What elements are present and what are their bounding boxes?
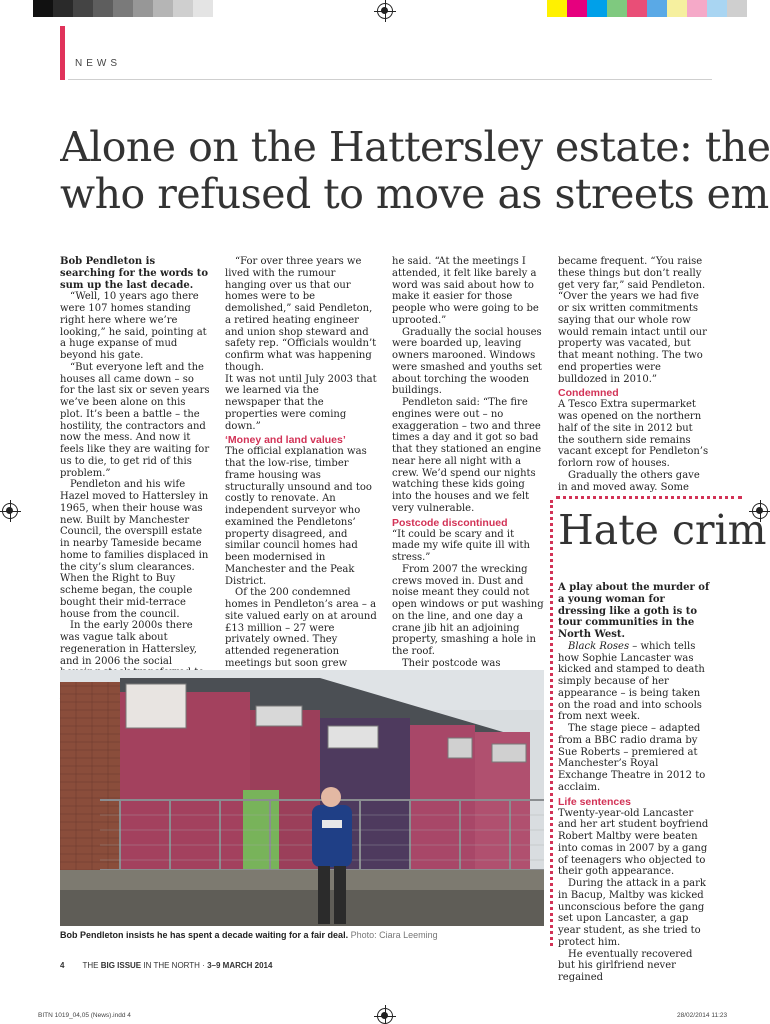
headline-line-2: who refused to move as streets em [60, 170, 769, 218]
article-paragraph: he said. “At the meetings I attended, it felt like barely a word was said about how to make it easier for those people who were going to be uprooted.” [392, 256, 539, 326]
article-paragraph: Gradually the social houses were boarded up, leaving owners marooned. Windows were smashed and youths set about torching the wooden buildings. [392, 326, 542, 397]
registration-mark-bottom [377, 1008, 393, 1024]
footer-dates: 3–9 MARCH 2014 [207, 961, 273, 970]
article-paragraph: A Tesco Extra supermarket was opened on the northern half of the site in 2012 but the southern side remains vacant except for Pendleton’s forlorn row of houses. [558, 399, 709, 469]
print-slug-left: BITN 1019_04,05 (News).indd 4 [38, 1012, 131, 1019]
print-grayscale-bar [33, 0, 213, 17]
headline [60, 124, 770, 224]
footer-brand: BIG ISSUE [100, 961, 142, 970]
article-column-1 [60, 256, 210, 703]
article-photo [60, 670, 544, 926]
article-paragraph: “It could be scary and it made my wife quite ill with stress.” [392, 528, 530, 563]
sidebar-paragraph: The stage piece – adapted from a BBC radio drama by Sue Roberts – premiered at Manchester’s Royal Exchange Theatre in 2012 to acclaim. [558, 723, 706, 793]
article-paragraph: It was not until July 2003 that we learned via the newspaper that the properties were coming down.” [225, 373, 377, 432]
article-column-4 [558, 256, 710, 493]
article-paragraph: Of the 200 condemned homes in Pendleton’s area – a site valued early on at around £13 million – 27 were privately owned. They attended regeneration meetings but soon grew [225, 587, 377, 669]
section-label: NEWS [75, 58, 121, 69]
article-paragraph: became frequent. “You raise these things but don’t really get very far,” said Pendleton. “Over the years we had five or six written commitments saying that our whole row would remain intact until our property was vacated, but that meant nothing. The two end properties were bulldozed in 2010.” [558, 256, 707, 385]
registration-mark-top [377, 3, 393, 19]
article-paragraph: “For over three years we lived with the rumour hanging over us that our homes were to be demolished,” said Pendleton, a retired heating engineer and union shop steward and safety rep. “Officials wouldn’t confirm what was happening though. [225, 256, 377, 373]
print-slug-right: 28/02/2014 11:23 [677, 1012, 728, 1019]
article-paragraph: From 2007 the wrecking crews moved in. Dust and noise meant they could not open windows or put washing on the line, and one day a crane jib hit an adjoining property, smashing a hole in the roof. [392, 563, 544, 657]
sidebar-paragraph: Twenty-year-old Lancaster and her art student boyfriend Robert Maltby were beaten into comas in 2007 by a gang of teenagers who objected to their goth appearance. [558, 807, 709, 878]
article-paragraph: The official explanation was that the low-rise, timber frame housing was structurally unsound and too costly to renovate. An independent surveyor who examined the Pendletons’ property disagreed, and similar council homes had been modernised in Manchester and the Peak District. [225, 446, 372, 587]
article-paragraph: Pendleton said: “The fire engines were out – no exaggeration – two and three times a day and it got so bad that they stationed an engine near here all night with a crew. We’d spend our nights watching these kids going into the houses and we felt very vulnerable. [392, 397, 542, 514]
article-paragraph: In the early 2000s there was vague talk about regeneration in Hattersley, and in 2006 the social [60, 620, 197, 667]
terraced-houses-illustration [60, 670, 544, 926]
article-subheading: ‘Money and land values’ [225, 434, 346, 447]
header-rule [68, 79, 712, 80]
article-paragraph: Gradually the others gave in and moved away. Some [558, 469, 700, 493]
photo-caption [60, 930, 438, 940]
sidebar-paragraph: During the attack in a park in Bacup, Maltby was kicked unconscious before the gang set upon Lancaster, a gap year student, as she tried to protect him. [558, 878, 706, 948]
article-column-3 [392, 256, 544, 705]
article-subheading: Postcode discontinued [392, 516, 508, 529]
article-column-2 [225, 256, 377, 728]
sidebar-standfirst: A play about the murder of a young woman for dressing like a goth is to tour communities in the North West. [558, 582, 710, 640]
sidebar-headline: Hate crim [558, 507, 767, 553]
sidebar-paragraph: He eventually recovered but his girlfriend never regained [558, 948, 693, 983]
article-standfirst: Bob Pendleton is searching for the words to sum up the last decade. [60, 256, 209, 291]
sidebar-text: – which tells how Sophie Lancaster was kicked and stamped to death simply because of her appearance – is being taken on the road and into schools from next week. [558, 640, 705, 723]
caption-text: Bob Pendleton insists he has spent a decade waiting for a fair deal. [60, 930, 349, 940]
article-paragraph: Pendleton and his wife Hazel moved to Hattersley in 1965, when their house was new. Built by Manchester Council, the overspill estate in nearby Tameside became home to families displaced in the city’s slum clearances. When the Right to Buy scheme began, the couple bought their mid-terrace house from the council. [60, 479, 209, 620]
section-accent-bar [60, 26, 65, 80]
print-color-bar [547, 0, 747, 17]
headline-line-1: Alone on the Hattersley estate: the [60, 124, 770, 171]
article-paragraph: “Well, 10 years ago there were 107 homes standing right here where we’re looking,” he said, pointing at a huge expanse of mud beyond his gate. [60, 291, 207, 361]
play-title: Black Roses [568, 640, 630, 652]
sidebar-story [558, 582, 710, 984]
article-paragraph: “But everyone left and the houses all came down – so for the last six or seven years we’ve been alone on this plot. It’s been a battle – the hostility, the contractors and now the mess. And now it feels like they are waiting for us to die, to get rid of this problem.” [60, 361, 210, 479]
sidebar-dotted-divider [550, 500, 553, 946]
article-paragraph: Their postcode was [402, 657, 501, 669]
photo-credit: Photo: Ciara Leeming [350, 930, 438, 940]
footer-post: IN THE NORTH · [141, 961, 208, 970]
page-footer [60, 961, 272, 970]
sidebar-dotted-rule [556, 496, 742, 499]
sidebar-subheading: Life sentences [558, 795, 631, 808]
registration-mark-left [2, 503, 18, 519]
sidebar-paragraph [558, 641, 710, 723]
article-subheading: Condemned [558, 387, 619, 400]
footer-pre: THE [82, 961, 101, 970]
page-number: 4 [60, 961, 65, 970]
